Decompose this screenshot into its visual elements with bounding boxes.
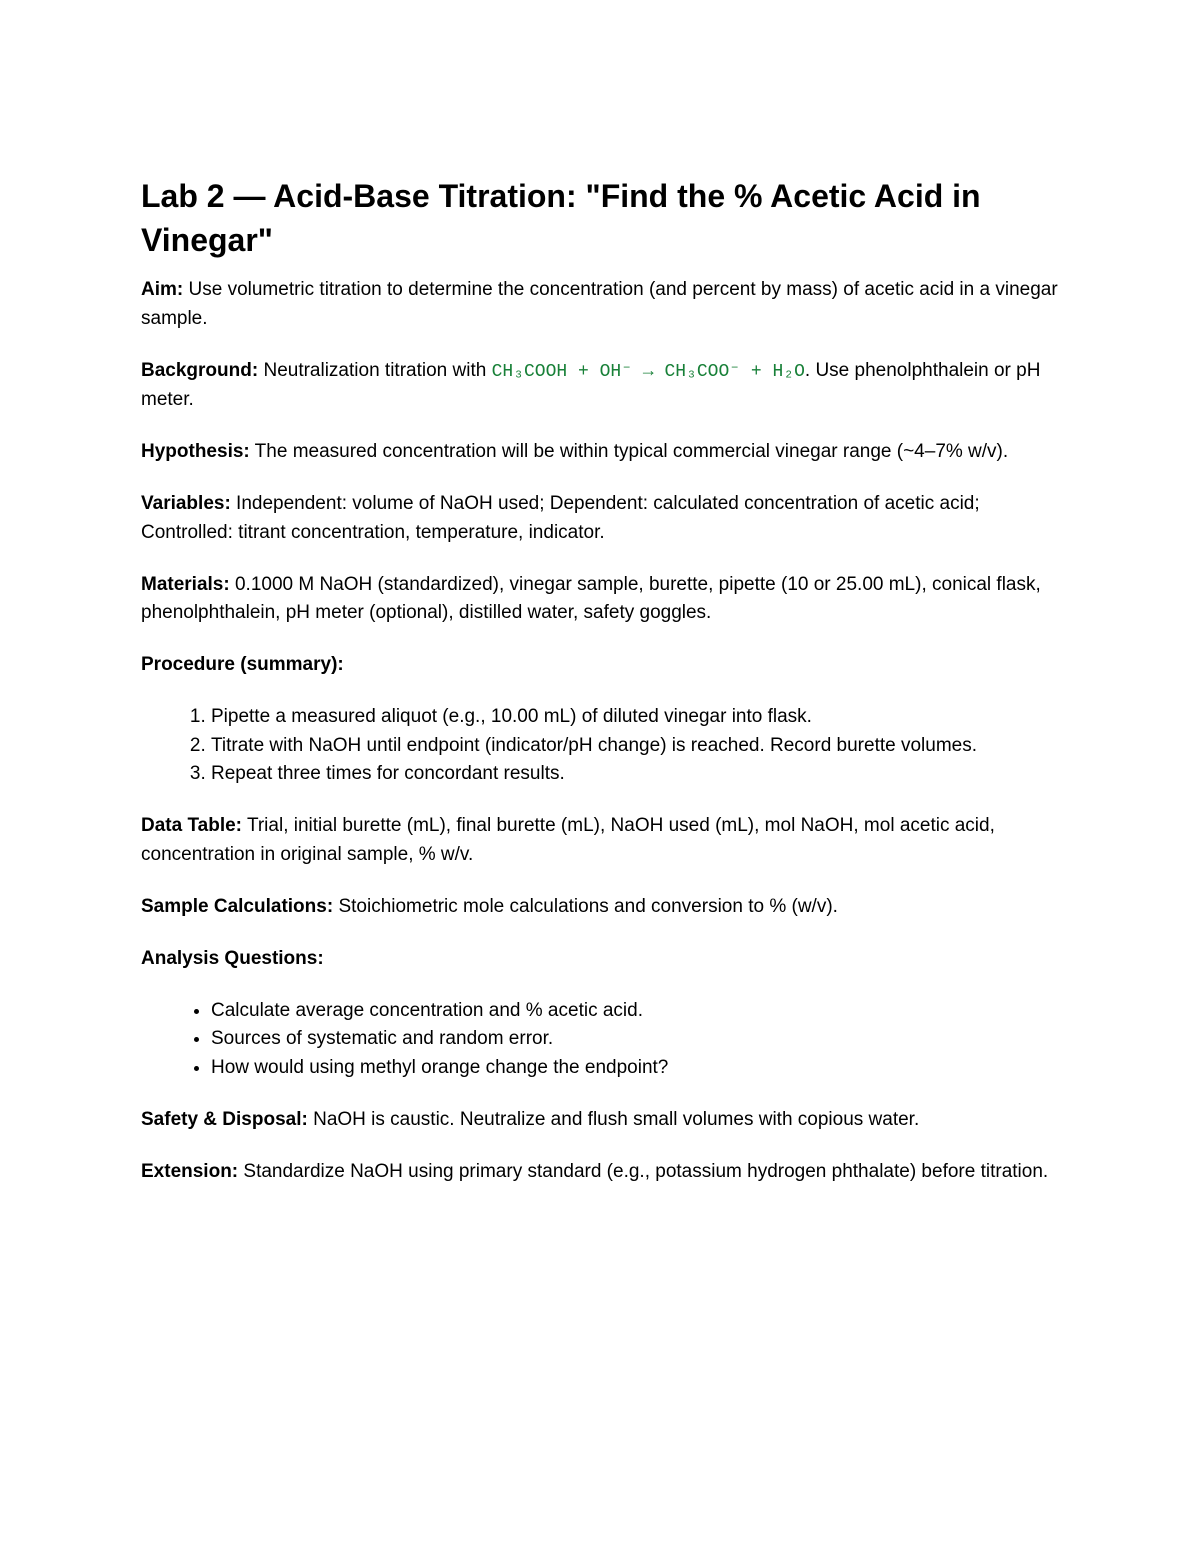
aim-label: Aim: [141,279,184,300]
data-table-text: Trial, initial burette (mL), final burette (mL), NaOH used (mL), mol NaOH, mol acetic acid, concentration in original sample, % w/v. [141,815,995,865]
variables-label: Variables: [141,493,231,514]
aim-text: Use volumetric titration to determine the concentration (and percent by mass) of acetic acid in a vinegar sample. [141,279,1058,329]
background-text-after: . Use phenolphthalein or pH meter. [141,359,1041,410]
analysis-item: • Calculate average concentration and % acetic acid. [211,997,1066,1026]
hypothesis-paragraph [141,438,1066,467]
hypothesis-label: Hypothesis: [141,441,250,462]
sample-calculations-paragraph [141,893,1066,922]
analysis-item: • Sources of systematic and random error. [211,1025,1066,1054]
hypothesis-text: The measured concentration will be within typical commercial vinegar range (~4–7% w/v). [249,441,1009,462]
procedure-step: 2. Titrate with NaOH until endpoint (indicator/pH change) is reached. Record burette volumes. [211,732,1066,761]
reaction-equation: CH₃COOH + OH⁻ → CH₃COO⁻ + H₂O [491,361,805,382]
safety-label: Safety & Disposal: [141,1108,308,1130]
procedure-label: Procedure (summary): [141,654,344,675]
analysis-item: • How would using methyl orange change the endpoint? [211,1054,1066,1083]
procedure-list [141,703,1066,789]
analysis-list [141,997,1066,1083]
aim-paragraph [141,276,1066,333]
variables-paragraph [141,490,1066,547]
analysis-label: Analysis Questions: [141,947,324,969]
sample-calculations-label: Sample Calculations: [141,895,334,917]
procedure-step: 3. Repeat three times for concordant results. [211,760,1066,789]
sample-calculations-text: Stoichiometric mole calculations and conversion to % (w/v). [333,895,838,917]
procedure-heading [141,651,1066,680]
materials-label: Materials: [141,573,230,595]
background-text: Neutralization titration with [258,359,492,381]
extension-paragraph [141,1158,1066,1187]
variables-text: Independent: volume of NaOH used; Dependent: calculated concentration of acetic acid; Controlled: titrant concentration, temperature, indicator. [141,493,980,543]
data-table-label: Data Table: [141,815,243,836]
safety-text: NaOH is caustic. Neutralize and flush small volumes with copious water. [307,1108,920,1130]
background-label: Background: [141,359,259,381]
procedure-step: 1. Pipette a measured aliquot (e.g., 10.00 mL) of diluted vinegar into flask. [211,703,1066,732]
analysis-heading [141,945,1066,974]
safety-paragraph [141,1106,1066,1135]
extension-label: Extension: [141,1160,239,1182]
materials-paragraph [141,571,1066,628]
document-title: Lab 2 — Acid-Base Titration: "Find the % Acetic Acid in Vinegar" [141,178,981,258]
document-page [141,174,1066,1210]
extension-text: Standardize NaOH using primary standard (e.g., potassium hydrogen phthalate) before titration. [238,1160,1049,1182]
background-paragraph [141,357,1066,415]
materials-text: 0.1000 M NaOH (standardized), vinegar sample, burette, pipette (10 or 25.00 mL), conical flask, phenolphthalein, pH meter (optional), distilled water, safety goggles. [141,573,1041,623]
data-table-paragraph [141,812,1066,869]
